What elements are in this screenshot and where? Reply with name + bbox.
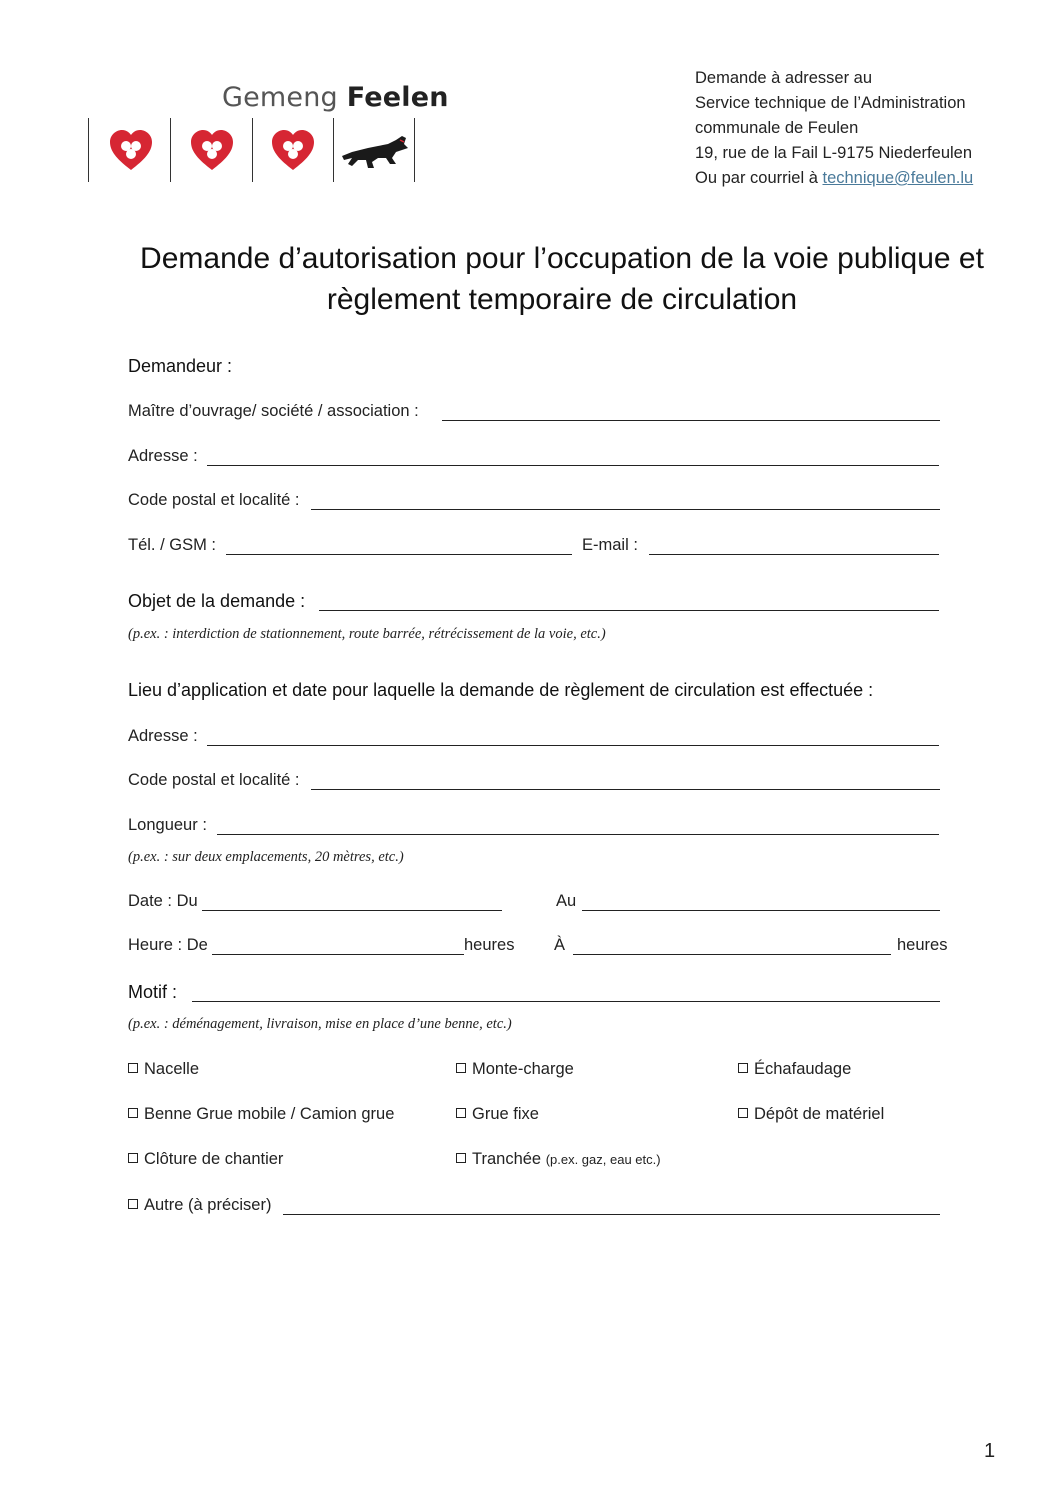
checkbox-nacelle[interactable]	[128, 1060, 199, 1079]
form-title-line1: Demande d’autorisation pour l’occupation de la voie publique et	[140, 242, 984, 275]
field-label-heure-de: Heure : De	[128, 936, 208, 954]
checkbox-tranchee[interactable]	[456, 1150, 661, 1169]
submission-address	[695, 66, 973, 191]
objet-hint: (p.ex. : interdiction de stationnement, route barrée, rétrécissement de la voie, etc.)	[128, 626, 606, 642]
email-link[interactable]: technique@feulen.lu	[822, 169, 974, 187]
checkbox-label: Dépôt de matériel	[754, 1105, 885, 1123]
field-label-longueur: Longueur :	[128, 816, 207, 834]
logo-name: Feelen	[346, 82, 449, 113]
checkbox-cloture[interactable]	[128, 1150, 283, 1169]
field-label-date-au: Au	[556, 892, 577, 910]
crest-divider	[414, 118, 415, 182]
checkbox-icon[interactable]	[128, 1153, 138, 1163]
lieu-adresse-field[interactable]	[207, 745, 939, 746]
field-label-lieu-code-postal: Code postal et localité :	[128, 771, 300, 789]
heures-unit-label: heures	[897, 936, 948, 954]
checkbox-icon[interactable]	[738, 1063, 748, 1073]
crest-divider	[333, 118, 334, 182]
field-label-tel: Tél. / GSM :	[128, 536, 217, 554]
checkbox-monte-charge[interactable]	[456, 1060, 574, 1079]
checkbox-icon[interactable]	[128, 1108, 138, 1118]
checkbox-echafaudage[interactable]	[738, 1060, 851, 1079]
section-heading-motif: Motif :	[128, 982, 178, 1002]
page-number: 1	[984, 1440, 996, 1462]
heart-crest-icon	[270, 128, 316, 174]
field-label-code-postal: Code postal et localité :	[128, 491, 300, 509]
longueur-field[interactable]	[217, 834, 939, 835]
municipality-logo-title	[222, 82, 449, 113]
checkbox-label: Échafaudage	[754, 1060, 852, 1078]
checkbox-icon[interactable]	[738, 1108, 748, 1118]
field-label-email: E-mail :	[582, 536, 638, 554]
checkbox-label: Autre (à préciser)	[144, 1196, 272, 1214]
motif-hint: (p.ex. : déménagement, livraison, mise en place d’une benne, etc.)	[128, 1016, 512, 1032]
checkbox-icon[interactable]	[128, 1063, 138, 1073]
coat-of-arms-row	[88, 118, 418, 184]
heart-crest-icon	[108, 128, 154, 174]
form-title-line2: règlement temporaire de circulation	[326, 283, 798, 316]
checkbox-label: Benne Grue mobile / Camion grue	[144, 1105, 395, 1123]
section-heading-objet: Objet de la demande :	[128, 591, 306, 611]
field-label-maitre-ouvrage: Maître d’ouvrage/ société / association :	[128, 402, 419, 420]
motif-field[interactable]	[192, 1001, 940, 1002]
field-label-adresse: Adresse :	[128, 447, 198, 465]
checkbox-icon[interactable]	[456, 1153, 466, 1163]
field-label-lieu-adresse: Adresse :	[128, 727, 198, 745]
checkbox-label: Tranchée	[472, 1150, 542, 1168]
address-line: Demande à adresser au	[695, 69, 873, 87]
checkbox-icon[interactable]	[128, 1199, 138, 1209]
longueur-hint: (p.ex. : sur deux emplacements, 20 mètres, etc.)	[128, 849, 404, 865]
wolf-crest-icon	[338, 128, 412, 174]
field-label-date-du: Date : Du	[128, 892, 198, 910]
checkbox-label: Clôture de chantier	[144, 1150, 284, 1168]
section-heading-demandeur: Demandeur :	[128, 356, 233, 376]
maitre-ouvrage-field[interactable]	[442, 420, 940, 421]
field-label-heure-a: À	[554, 936, 566, 954]
checkbox-benne[interactable]	[128, 1105, 394, 1124]
heure-de-field[interactable]	[212, 954, 464, 955]
email-line	[695, 166, 973, 191]
checkbox-depot[interactable]	[738, 1105, 884, 1124]
checkbox-grue-fixe[interactable]	[456, 1105, 539, 1124]
demandeur-code-postal-field[interactable]	[311, 509, 940, 510]
crest-divider	[88, 118, 89, 182]
crest-divider	[252, 118, 253, 182]
checkbox-icon[interactable]	[456, 1108, 466, 1118]
objet-field[interactable]	[319, 610, 939, 611]
address-line: 19, rue de la Fail L-9175 Niederfeulen	[695, 144, 973, 162]
email-prefix: Ou par courriel à	[695, 169, 823, 187]
logo-prefix: Gemeng	[222, 82, 338, 113]
checkbox-label: Grue fixe	[472, 1105, 539, 1123]
date-au-field[interactable]	[582, 910, 940, 911]
address-line: Service technique de l’Administration	[695, 94, 966, 112]
autre-field[interactable]	[283, 1214, 940, 1215]
email-field[interactable]	[649, 554, 939, 555]
checkbox-autre[interactable]	[128, 1196, 271, 1215]
checkbox-icon[interactable]	[456, 1063, 466, 1073]
section-heading-lieu: Lieu d’application et date pour laquelle la demande de règlement de circulation est effectuée :	[128, 680, 874, 700]
date-du-field[interactable]	[202, 910, 502, 911]
checkbox-label: Nacelle	[144, 1060, 200, 1078]
lieu-code-postal-field[interactable]	[311, 789, 940, 790]
tranchee-note: (p.ex. gaz, eau etc.)	[545, 1152, 661, 1167]
form-title	[100, 238, 1024, 320]
checkbox-label: Monte-charge	[472, 1060, 574, 1078]
demandeur-adresse-field[interactable]	[207, 465, 939, 466]
crest-divider	[170, 118, 171, 182]
heure-a-field[interactable]	[573, 954, 891, 955]
tel-field[interactable]	[226, 554, 572, 555]
heart-crest-icon	[189, 128, 235, 174]
address-line: communale de Feulen	[695, 119, 859, 137]
heures-unit-label: heures	[464, 936, 515, 954]
